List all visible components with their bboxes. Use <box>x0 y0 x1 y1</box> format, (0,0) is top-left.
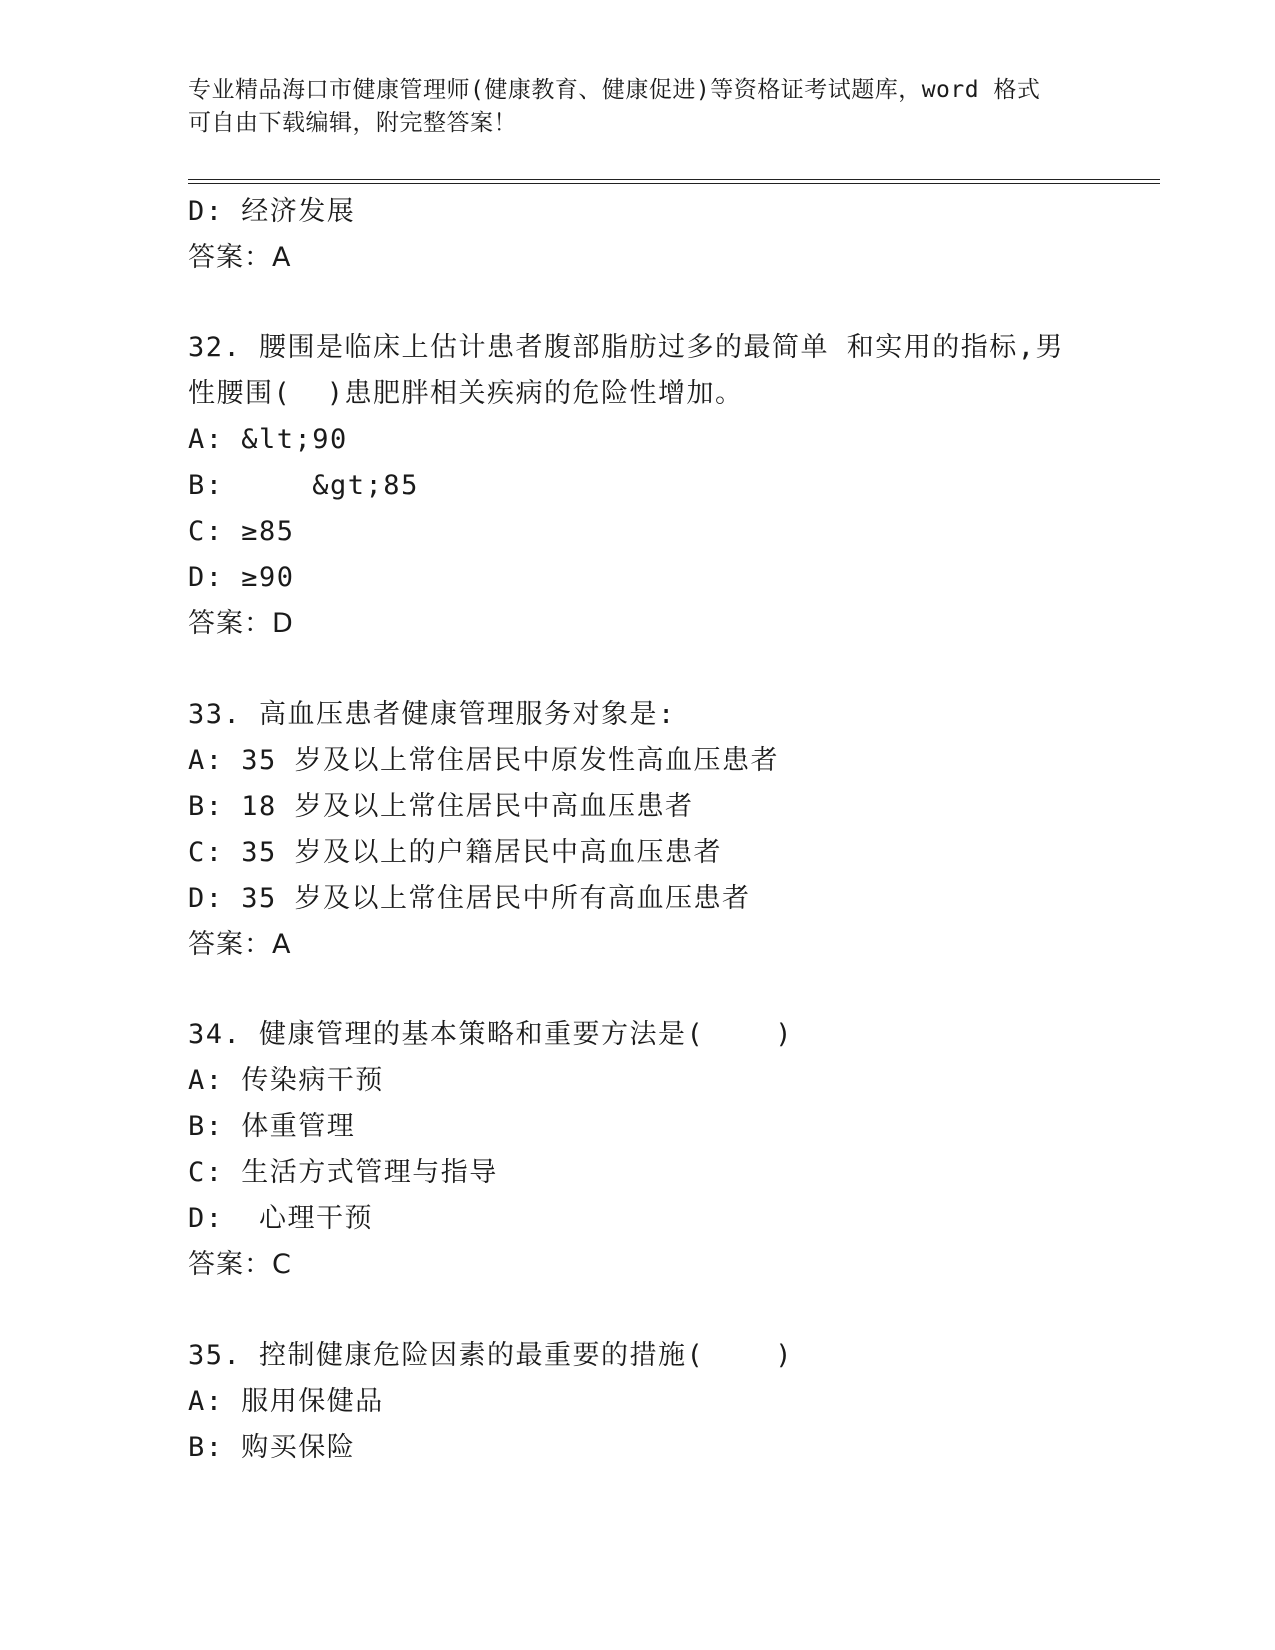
option-text: A: 35 岁及以上常住居民中原发性高血压患者 <box>188 745 780 776</box>
header-divider-top <box>188 179 1160 180</box>
option-text: D: 经济发展 <box>188 196 356 227</box>
option-text: A: &lt;90 <box>188 424 348 455</box>
header-divider-bottom <box>188 183 1160 184</box>
option-text: A: 服用保健品 <box>188 1386 384 1417</box>
question-text: 34. 健康管理的基本策略和重要方法是( ) <box>188 1019 794 1050</box>
option-text: D: 35 岁及以上常住居民中所有高血压患者 <box>188 883 751 914</box>
question-text: 32. 腰围是临床上估计患者腹部脂肪过多的最简单 和实用的指标,男 <box>188 332 1065 363</box>
option-text: C: 35 岁及以上的户籍居民中高血压患者 <box>188 837 723 868</box>
answer-text: 答案：A <box>188 929 292 960</box>
question-text: 33. 高血压患者健康管理服务对象是: <box>188 699 676 730</box>
option-text: C: ≥85 <box>188 516 295 547</box>
option-text: D: 心理干预 <box>188 1203 374 1234</box>
option-text: B: 18 岁及以上常住居民中高血压患者 <box>188 791 694 822</box>
header-line-1: 专业精品海口市健康管理师(健康教育、健康促进)等资格证考试题库，word 格式 <box>188 77 1041 103</box>
question-text: 35. 控制健康危险因素的最重要的措施( ) <box>188 1340 794 1371</box>
answer-text: 答案：C <box>188 1249 292 1280</box>
answer-text: 答案：D <box>188 608 294 639</box>
question-text: 性腰围( )患肥胖相关疾病的危险性增加。 <box>188 378 744 409</box>
header-line-2: 可自由下载编辑，附完整答案！ <box>188 110 517 136</box>
option-text: A: 传染病干预 <box>188 1065 384 1096</box>
option-text: C: 生活方式管理与指导 <box>188 1157 498 1188</box>
document-header <box>188 74 1088 140</box>
option-text: D: ≥90 <box>188 562 295 593</box>
option-text: B: 体重管理 <box>188 1111 356 1142</box>
option-text: B: 购买保险 <box>188 1432 356 1463</box>
answer-text: 答案：A <box>188 242 292 273</box>
option-text: B: &gt;85 <box>188 470 419 501</box>
